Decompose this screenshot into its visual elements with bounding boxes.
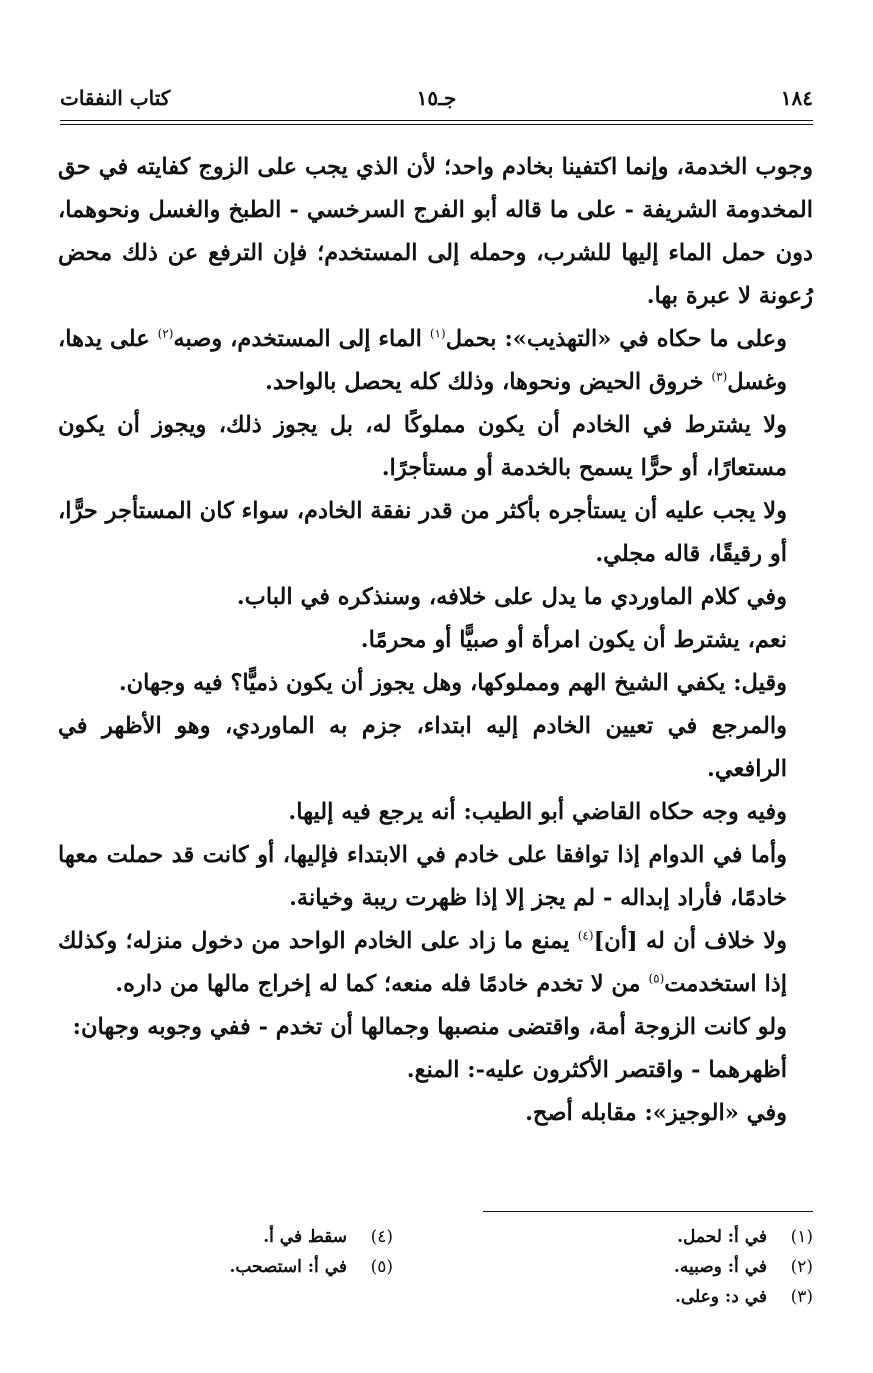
footnote-text: في أ: لحمل. bbox=[677, 1227, 767, 1247]
paragraph bbox=[58, 834, 813, 920]
paragraph-text: ولو كانت الزوجة أمة، واقتضى منصبها وجمالها أن تخدم - ففي وجوبه وجهان: bbox=[72, 1014, 787, 1040]
page-number: ١٨٤ bbox=[780, 86, 813, 110]
paragraph bbox=[58, 662, 813, 705]
footnotes-column-right bbox=[453, 1222, 813, 1312]
footnote bbox=[453, 1252, 813, 1282]
paragraph-text: والمرجع في تعيين الخادم إليه ابتداء، جزم به الماوردي، وهو الأظهر في الرافعي. bbox=[58, 713, 787, 782]
header-rule-bottom bbox=[60, 124, 813, 125]
paragraph-text: وعلى ما حكاه في «التهذيب»: بحمل bbox=[445, 326, 787, 352]
paragraph-text: على يدها، وغسل bbox=[58, 326, 787, 395]
main-text bbox=[58, 146, 813, 1135]
paragraph-text: وأما في الدوام إذا توافقا على خادم في الابتداء فإليها، أو كانت قد حملت معها خادمًا، فأراد إبداله - لم يجز إلا إذا ظهرت ريبة وخيانة. bbox=[58, 842, 787, 911]
paragraph-text: خروق الحيض ونحوها، وذلك كله يحصل بالواحد. bbox=[265, 369, 712, 395]
footnote-number: (١) bbox=[790, 1227, 813, 1247]
footnote-reference: (٥) bbox=[648, 971, 665, 986]
paragraph-text: وفي كلام الماوردي ما يدل على خلافه، وسنذكره في الباب. bbox=[236, 584, 787, 610]
paragraph-text: وفيه وجه حكاه القاضي أبو الطيب: أنه يرجع فيه إليها. bbox=[288, 799, 787, 825]
paragraph-text: يمنع ما زاد على الخادم الواحد من دخول منزله؛ وكذلك إذا استخدمت bbox=[58, 928, 787, 997]
footnote-number: (٣) bbox=[790, 1287, 813, 1307]
footnote bbox=[63, 1222, 393, 1252]
paragraph bbox=[58, 791, 813, 834]
paragraph bbox=[58, 619, 813, 662]
footnote-reference: (٣) bbox=[711, 369, 728, 384]
footnote-text: في أ: استصحب. bbox=[229, 1257, 347, 1277]
paragraph-text: وجوب الخدمة، وإنما اكتفينا بخادم واحد؛ لأن الذي يجب على الزوج كفايته في حق المخدومة الشريفة - على ما قاله أبو الفرج السرخسي - الطبخ والغسل ونحوهما، دون حمل الماء إليها للشرب، وحمله إلى المستخدم؛ فإن الترفع عن ذلك محض رُعونة لا عبرة بها. bbox=[58, 154, 813, 309]
paragraph bbox=[58, 576, 813, 619]
paragraph-text: ولا يشترط في الخادم أن يكون مملوكًا له، بل يجوز ذلك، ويجوز أن يكون مستعارًا، أو حرًّا يسمح بالخدمة أو مستأجرًا. bbox=[58, 412, 787, 481]
footnote bbox=[63, 1252, 393, 1282]
footnote-number: (٥) bbox=[370, 1257, 393, 1277]
footnote-number: (٤) bbox=[370, 1227, 393, 1247]
footnote-text: في د: وعلى. bbox=[674, 1287, 767, 1307]
footnote-reference: (١) bbox=[429, 326, 446, 341]
footnote-reference: (٤) bbox=[577, 928, 594, 943]
footnote-text: سقط في أ. bbox=[263, 1227, 347, 1247]
paragraph-text: الماء إلى المستخدم، وصبه bbox=[173, 326, 430, 352]
paragraph bbox=[58, 1092, 813, 1135]
paragraph bbox=[58, 920, 813, 1006]
paragraph-text: وفي «الوجيز»: مقابله أصح. bbox=[525, 1100, 787, 1126]
page-header bbox=[60, 80, 813, 116]
paragraph bbox=[58, 705, 813, 791]
footnote-text: في أ: وصبيه. bbox=[673, 1257, 767, 1277]
footnote-reference: (٢) bbox=[157, 326, 174, 341]
footnotes-column-left bbox=[63, 1222, 393, 1282]
paragraph bbox=[58, 490, 813, 576]
volume-label: جـ١٥ bbox=[416, 86, 457, 110]
footnote-number: (٢) bbox=[790, 1257, 813, 1277]
paragraph-text: نعم، يشترط أن يكون امرأة أو صبيًّا أو محرمًا. bbox=[360, 627, 787, 653]
paragraph bbox=[58, 318, 813, 404]
paragraph bbox=[58, 404, 813, 490]
footnote bbox=[453, 1282, 813, 1312]
paragraph-text: أظهرهما - واقتصر الأكثرون عليه-: المنع. bbox=[406, 1057, 787, 1083]
paragraph-text: ولا خلاف أن له [أن] bbox=[593, 928, 787, 954]
footnote bbox=[453, 1222, 813, 1252]
header-rule-top bbox=[60, 120, 813, 121]
paragraph-text: من لا تخدم خادمًا فله منعه؛ كما له إخراج مالها من داره. bbox=[115, 971, 649, 997]
paragraph-text: ولا يجب عليه أن يستأجره بأكثر من قدر نفقة الخادم، سواء كان المستأجر حرًّا، أو رقيقًا، قاله مجلي. bbox=[58, 498, 787, 567]
book-title: كتاب النفقات bbox=[60, 86, 171, 110]
paragraph bbox=[58, 1006, 813, 1049]
paragraph bbox=[58, 146, 813, 318]
paragraph bbox=[58, 1049, 813, 1092]
footnote-separator bbox=[483, 1211, 813, 1212]
paragraph-text: وقيل: يكفي الشيخ الهم ومملوكها، وهل يجوز أن يكون ذميًّا؟ فيه وجهان. bbox=[118, 670, 787, 696]
